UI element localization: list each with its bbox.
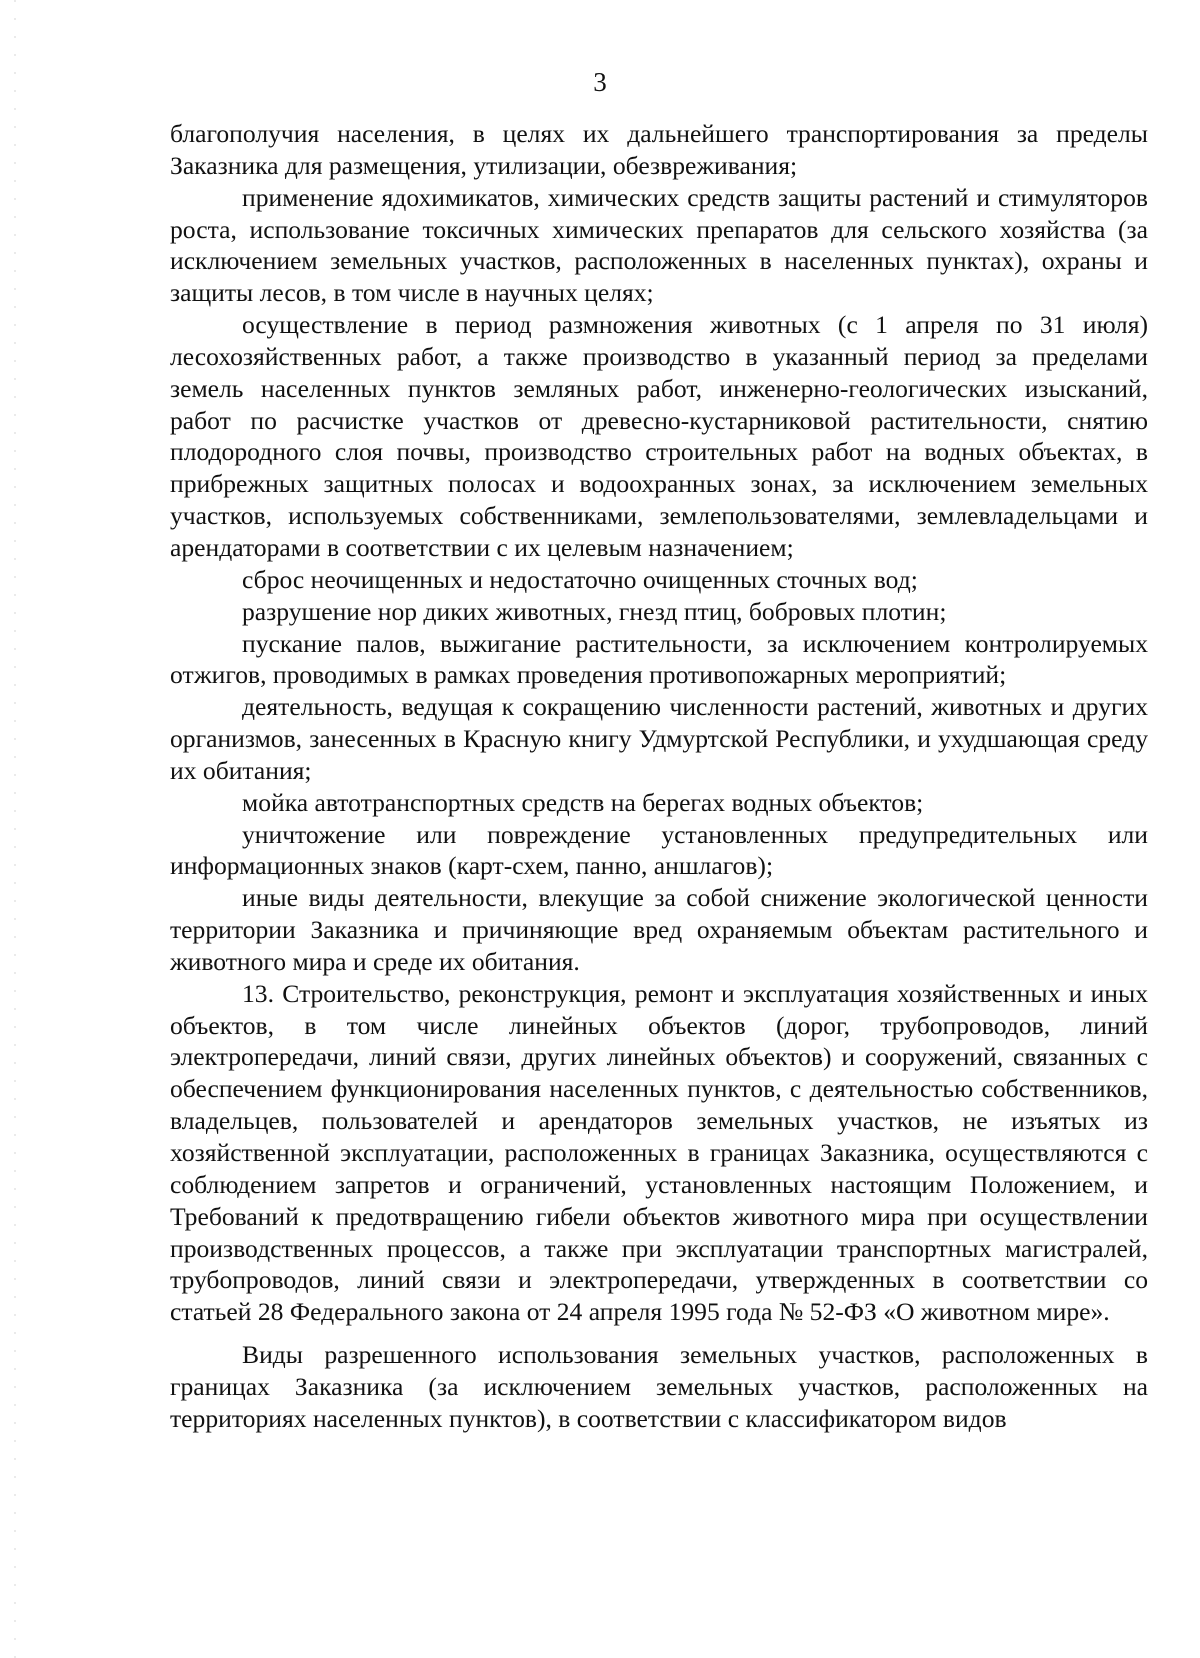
paragraph-red-book: деятельность, ведущая к сокращению численности растений, животных и других организмов, занесенных в Красную книгу Удмуртской Республики, и ухудшающая среду их обитания; [170,692,1148,785]
paragraph-burning: пускание палов, выжигание растительности, за исключением контролируемых отжигов, проводимых в рамках проведения противопожарных мероприятий; [170,628,1148,690]
paragraph-land-use: Виды разрешенного использования земельных участков, расположенных в границах Заказника (за исключением земельных участков, расположенных на территориях населенных пунктов), в соответствии с классификатором видов [170,1340,1148,1433]
paragraph-car-wash: мойка автотранспортных средств на берегах водных объектов; [242,787,924,817]
paragraph-breeding-period: осуществление в период размножения животных (с 1 апреля по 31 июля) лесохозяйственных работ, а также производство в указанный период за пределами земель населенных пунктов земляных работ, инженерно-геологических изысканий, работ по расчистке участков от древесно-кустарниковой растительности, снятию плодородного слоя почвы, производство строительных работ на водных объектах, в прибрежных защитных полосах и водоохранных зонах, за исключением земельных участков, используемых собственниками, землепользователями, землевладельцами и арендаторами в соответствии с их целевым назначением; [170,310,1148,562]
paragraph-pesticides: применение ядохимикатов, химических средств защиты растений и стимуляторов роста, использование токсичных химических препаратов для сельского хозяйства (за исключением земельных участков, расположенных в населенных пунктах), охраны и защиты лесов, в том числе в научных целях; [170,182,1148,308]
document-body [170,118,1148,1435]
paragraph-other-activities: иные виды деятельности, влекущие за собой снижение экологической ценности территории Заказника и причиняющие вред охраняемым объектам растительного и животного мира и среде их обитания. [170,883,1148,976]
paragraph-continuation: благополучия населения, в целях их дальнейшего транспортирования за пределы Заказника для размещения, утилизации, обезвреживания; [170,119,1148,180]
page-number: 3 [593,67,607,97]
paragraph-burrows: разрушение нор диких животных, гнезд птиц, бобровых плотин; [242,596,947,626]
paragraph-wastewater: сброс неочищенных и недостаточно очищенных сточных вод; [242,564,918,594]
paragraph-item-13: 13. Строительство, реконструкция, ремонт и эксплуатация хозяйственных и иных объектов, в том числе линейных объектов (дорог, трубопроводов, линий электропередачи, линий связи, других линейных объектов) и сооружений, связанных с обеспечением функционирования населенных пунктов, с деятельностью собственников, владельцев, пользователей и арендаторов земельных участков, не изъятых из хозяйственной эксплуатации, расположенных в границах Заказника, осуществляются с соблюдением запретов и ограничений, установленных настоящим Положением, и Требований к предотвращению гибели объектов животного мира при осуществлении производственных процессов, а также при эксплуатации транспортных магистралей, трубопроводов, линий связи и электропередачи, утвержденных в соответствии со статьей 28 Федерального закона от 24 апреля 1995 года № 52-ФЗ «О животном мире». [170,978,1148,1327]
scan-edge-artifact [14,0,16,1658]
paragraph-signs: уничтожение или повреждение установленных предупредительных или информационных знаков (карт-схем, панно, аншлагов); [170,819,1148,881]
